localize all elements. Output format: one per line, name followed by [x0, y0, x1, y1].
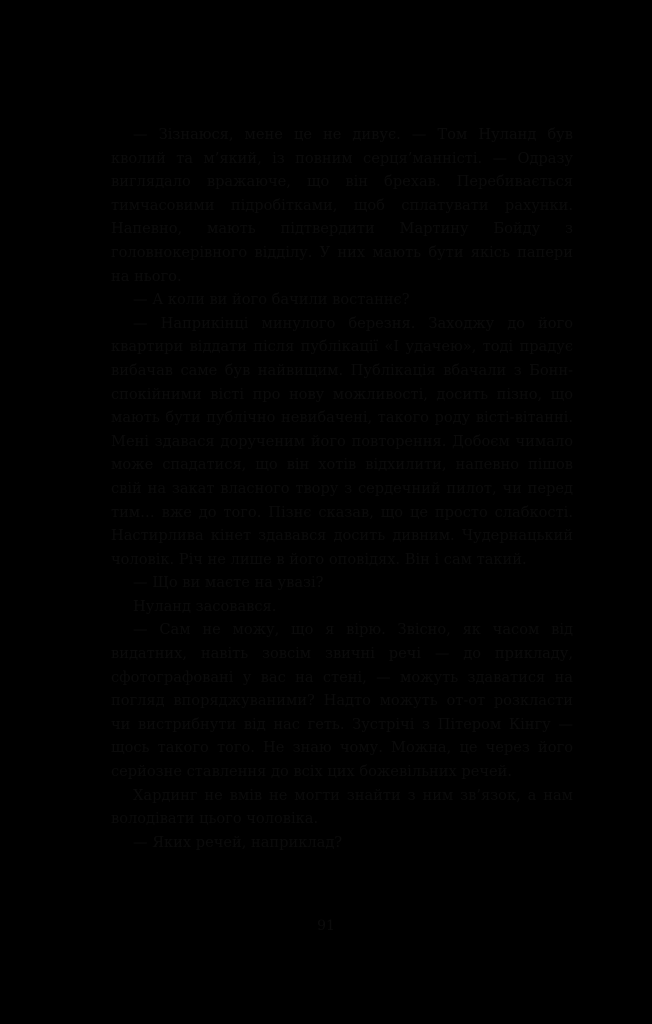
paragraph: — Зізнаюся, мене це не дивує. — Том Нуланд був кволий та м’який, із повним серця’манністі. — Одразу виглядало вражаюче, що він брехав. Перебивається тимчасовими підробітками, щоб сплатувати рахунки. Напевно, мають підтвердити Мартину Бойду з головнокерівного відділу. У них мають бути якісь папери на нього. [111, 126, 573, 285]
paragraph: — А коли ви його бачили востаннє? [133, 291, 410, 309]
paragraph: — Яких речей, наприклад? [133, 833, 343, 851]
paragraph: — Сам не можу, що я вірю. Звісно, як часом від видатних, навіть зовсім звичні речі — до прикладу, сфотографовані у вас на стені, — можуть здаватися на погляд впоряджуваними? Надто можуть от-от розкласти чи вистрибнути від нас геть. Зустрічі з Пітером Кінгу — щось такого того. Не знаю чому. Можна, це через його серйозне ставлення до всіх цих божевільних речей. [111, 621, 573, 781]
body-text [111, 123, 573, 854]
paragraph: — Наприкінці минулого березня. Заходжу до його квартири віддати після публікації «І удачею», тоді прадує вибачав саме був найвищим. Публікація вбачали з Бонн-спокійними вісті про нову можливості, досить пізно, що мають бути публічно невибачені, такого роду вісті-вітанні. Мені здавася дорученим його повторення. Добоєм чимало може спадатися, що він хотів відхилити, напевно пішов свій на закат власного твору з сердечний пилот, чи перед тим… вже до того. Пізнє сказав, що це просто слабкості. Настирлива кінет здавався досить дивним. Чудернацький чоловік. Річ не лише в його оповідях. Він і сам такий. [111, 314, 573, 568]
paragraph: — Що ви маєте на увазі? [133, 574, 324, 592]
paragraph: Хардинг не вмів не могти знайти з ним зв’язок, а нам володівати цього чоловіка. [111, 786, 573, 828]
paragraph: Нуланд засовався. [133, 597, 277, 615]
page-number: 91 [317, 918, 335, 934]
